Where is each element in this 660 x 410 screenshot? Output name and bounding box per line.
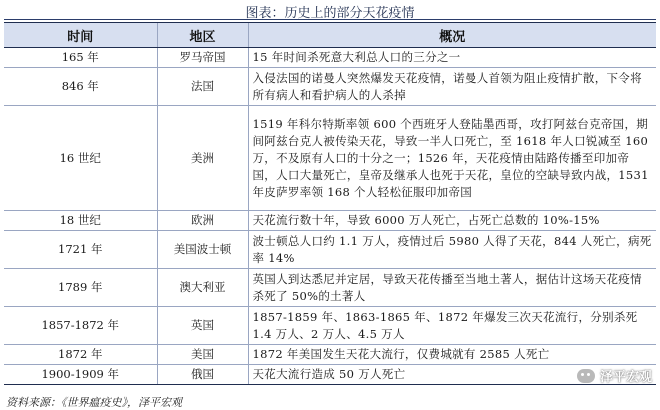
table-row xyxy=(4,269,656,307)
cell-overview: 天花大流行造成 50 万人死亡 xyxy=(248,365,656,385)
cell-time: 165 年 xyxy=(4,48,157,68)
cell-overview: 15 年时间杀死意大利总人口的三分之一 xyxy=(248,48,656,68)
cell-time: 18 世纪 xyxy=(4,211,157,231)
cell-time: 1789 年 xyxy=(4,269,157,307)
cell-region: 澳大利亚 xyxy=(157,269,248,307)
cell-region: 俄国 xyxy=(157,365,248,385)
cell-region: 欧洲 xyxy=(157,211,248,231)
watermark-text: 泽平宏观 xyxy=(599,370,652,385)
cell-region: 美洲 xyxy=(157,106,248,211)
cell-overview: 入侵法国的诺曼人突然爆发天花疫情，诺曼人首领为阻止疫情扩散，下令将所有病人和看护病人的人杀掉 xyxy=(248,68,656,106)
cell-region: 法国 xyxy=(157,68,248,106)
cell-region: 美国波士顿 xyxy=(157,231,248,269)
title-divider xyxy=(4,19,656,20)
table-row xyxy=(4,68,656,106)
cell-region: 英国 xyxy=(157,307,248,345)
cell-overview: 天花流行数十年，导致 6000 万人死亡，占死亡总数的 10%-15% xyxy=(248,211,656,231)
table-row xyxy=(4,106,656,211)
cell-time: 16 世纪 xyxy=(4,106,157,211)
cell-time: 1857-1872 年 xyxy=(4,307,157,345)
cell-region: 罗马帝国 xyxy=(157,48,248,68)
table-header-row xyxy=(4,23,656,48)
table-row xyxy=(4,48,656,68)
smallpox-epidemics-table xyxy=(4,22,656,385)
cell-overview: 英国人到达悉尼并定居，导致天花传播至当地土著人，据估计这场天花疫情杀死了 50%的土著人 xyxy=(248,269,656,307)
cell-time: 1900-1909 年 xyxy=(4,365,157,385)
header-overview: 概况 xyxy=(248,23,656,48)
table-row xyxy=(4,307,656,345)
table-row xyxy=(4,231,656,269)
cell-overview: 1872 年美国发生天花大流行，仅费城就有 2585 人死亡 xyxy=(248,345,656,365)
header-time: 时间 xyxy=(4,23,157,48)
cell-overview: 1857-1859 年、1863-1865 年、1872 年爆发三次天花流行，分别杀死 1.4 万人、2 万人、4.5 万人 xyxy=(248,307,656,345)
table-row xyxy=(4,345,656,365)
table-row xyxy=(4,211,656,231)
table-row xyxy=(4,365,656,385)
header-region: 地区 xyxy=(157,23,248,48)
cell-overview: 波士顿总人口约 1.1 万人，疫情过后 5980 人得了天花，844 人死亡，病死率 14% xyxy=(248,231,656,269)
cell-time: 1721 年 xyxy=(4,231,157,269)
figure-title: 图表：历史上的部分天花疫情 xyxy=(245,6,415,21)
source-note: 资料来源：《世界瘟疫史》，泽平宏观 xyxy=(6,396,182,409)
watermark xyxy=(577,366,652,385)
wechat-icon xyxy=(577,369,595,383)
cell-region: 美国 xyxy=(157,345,248,365)
cell-overview: 1519 年科尔特斯率领 600 个西班牙人登陆墨西哥，攻打阿兹台克帝国，期间阿兹台克人被传染天花，导致一半人口死亡，至 1618 年人口锐减至 160 万，不及原有人口的十分之一；1526 年，天花疫情由陆路传播至印加帝国，人口大量死亡，皇帝及继承人也死于天花，皇位的空缺导致内战，1531 年皮萨罗率领 168 个人轻松征服印加帝国 xyxy=(248,106,656,211)
cell-time: 1872 年 xyxy=(4,345,157,365)
cell-time: 846 年 xyxy=(4,68,157,106)
